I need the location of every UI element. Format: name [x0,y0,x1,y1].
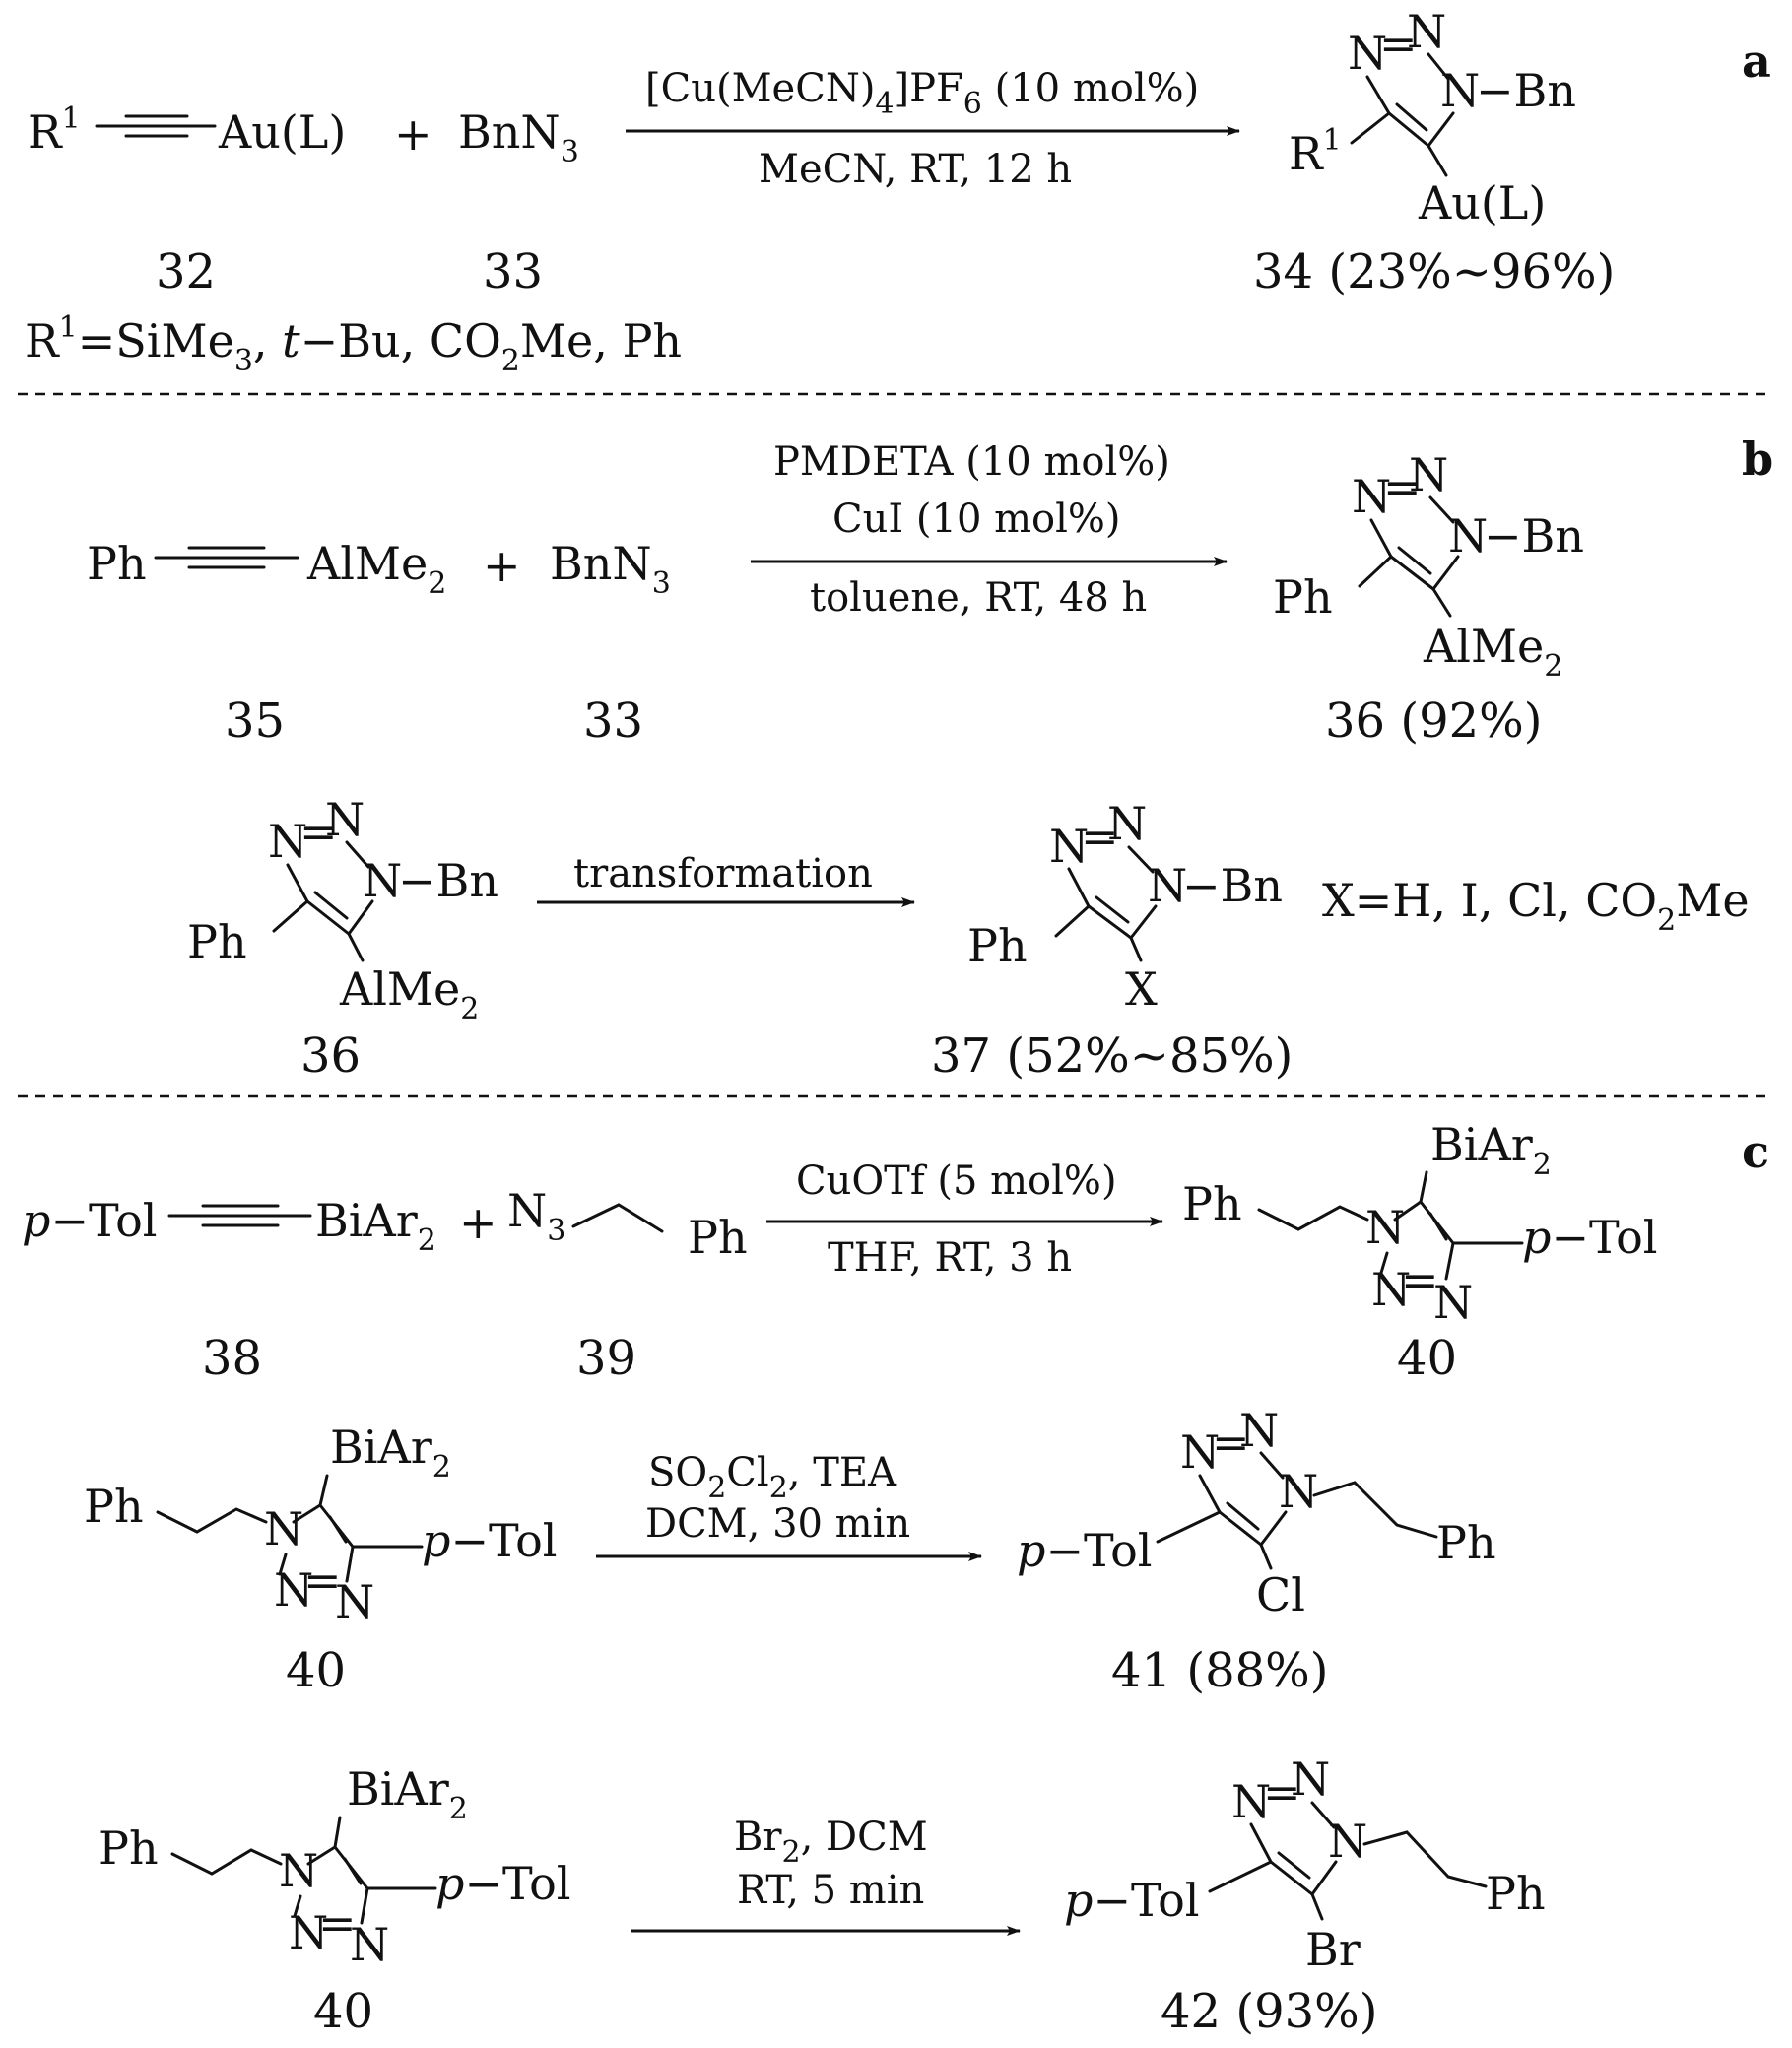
ring-bond [1391,557,1433,589]
ethylene-chain [573,1205,662,1231]
ring-double-bond [330,1517,346,1542]
p-tolyl-label: p−Tol [1064,1874,1200,1927]
condition-solvent: DCM, 30 min [645,1501,911,1547]
n3-atom: N [335,1575,375,1628]
n-benzyl-label: −Bn [1484,509,1584,562]
p-tolyl-label: p−Tol [1017,1524,1153,1577]
phenyl-label: Ph [688,1211,748,1264]
double-bond-sign: = [1263,1765,1301,1818]
substituent-bond [1433,589,1450,616]
n3-atom: N [1433,1276,1474,1329]
reaction-arrow-b [751,439,1227,621]
substituent-bond [349,934,363,960]
ring-bond [1089,906,1131,938]
ethylene-chain [1364,1832,1486,1886]
n2-atom: N [1291,1752,1331,1806]
phenyl-label: Ph [187,915,247,968]
compound-number-35: 35 [225,694,286,749]
diarylbismuth-label: BiAr$_2$ [347,1762,468,1826]
compound-number-32: 32 [156,244,217,299]
ring-bond [1312,1862,1336,1894]
substituent-bond [274,901,307,931]
n1-atom: N [1448,509,1489,562]
product-42 [1064,1752,1546,2039]
n3-atom: N [1231,1775,1272,1828]
double-bond-sign: = [303,1553,342,1607]
compound-number-34: 34 (23%~96%) [1253,244,1616,299]
condition-reagents: $Br_2$, DCM [734,1815,928,1870]
compound-number-40: 40 [313,1984,374,2039]
substituent-bond [1131,938,1141,960]
ring-bond [1131,906,1156,938]
ring-bond [1261,1512,1286,1545]
ethylene-chain [172,1850,281,1874]
gold-ligand-label: Au(L) [219,105,347,159]
ring-bond [288,865,307,901]
condition-transformation: transformation [573,851,873,896]
product-37 [931,797,1293,1084]
n1-atom: N [1328,1815,1368,1868]
ring-double-bond [1399,548,1430,573]
ring-bond [1251,1824,1271,1862]
ring-bond [1371,520,1391,557]
compound-number-38: 38 [202,1331,263,1386]
ring-double-bond [1096,897,1128,922]
gold-ligand-label: Au(L) [1419,176,1547,230]
phenyl-label: Ph [99,1821,159,1875]
ring-bond [1433,557,1458,589]
panel-c [22,1118,1769,2039]
compound-number-33: 33 [583,694,644,749]
plus-sign: + [394,107,432,161]
reaction-arrow-c3 [631,1815,1020,1931]
compound-number-42: 42 (93%) [1161,1984,1378,2039]
panel-label-c: c [1742,1125,1770,1178]
product-36 [1273,448,1584,749]
diarylbismuth-label: BiAr$_2$ [1430,1118,1552,1182]
reactant-32 [28,101,346,299]
n1-atom: N [264,1502,304,1555]
compound-number-40: 40 [1397,1331,1458,1386]
phenyl-label: Ph [1486,1867,1546,1920]
substituent-bond [1056,906,1089,936]
reactant-40 [84,1420,558,1698]
compound-number-41: 41 (88%) [1111,1643,1329,1698]
ring-bond [1446,1243,1453,1279]
reactant-35 [87,537,446,749]
p-tolyl-label: p−Tol [422,1514,558,1567]
dimethylaluminum-label: AlMe$_2$ [340,962,480,1026]
double-bond-sign: = [1383,460,1422,513]
ring-bond [1428,113,1453,146]
dimethylaluminum-label: AlMe$_2$ [1424,620,1563,684]
n2-atom: N [289,1906,329,1959]
r1-label: $R^1$ [1289,123,1342,180]
substituent-bond [1158,1512,1220,1542]
n2-atom: N [1107,797,1148,850]
reactant-38 [22,1194,436,1386]
phenyl-label: Ph [967,919,1028,972]
substituent-bond [1360,557,1391,586]
condition-time: RT, 5 min [737,1868,925,1913]
x-substituent-label: X [1125,962,1158,1016]
ring-double-bond [315,892,347,918]
ring-bond [1389,113,1428,146]
r1-definition: $R^1=SiMe_3$, t−Bu, $CO_2Me$, Ph [25,310,683,378]
phenyl-label: Ph [87,537,147,590]
ring-bond [1271,1862,1312,1894]
n-benzyl-label: −Bn [1476,64,1576,117]
n-benzyl-label: −Bn [398,854,498,907]
compound-number-39: 39 [576,1331,637,1386]
substituent-bond [1261,1545,1271,1568]
benzyl-azide-label: BnN$_3$ [550,537,671,601]
n2-atom: N [274,1563,314,1617]
substituent-bond [1428,146,1446,175]
reactant-36 [187,793,498,1084]
p-tolyl-label: p−Tol [435,1857,571,1910]
n2-atom: N [325,793,365,846]
product-41 [1017,1404,1496,1698]
benzyl-azide-label: BnN$_3$ [458,105,579,169]
phenyl-label: Ph [1182,1177,1242,1230]
substituent-bond [1421,1172,1427,1202]
n1-atom: N [1365,1201,1406,1254]
double-bond-sign: = [299,805,338,858]
ring-bond [1200,1476,1220,1512]
plus-sign: + [459,1196,498,1249]
compound-number-37: 37 (52%~85%) [931,1028,1294,1084]
reaction-arrow-b2 [537,851,914,902]
ring-double-bond [345,1859,361,1883]
azide-label: $N_3$ [507,1184,566,1248]
ethylene-chain [158,1509,266,1532]
double-bond-sign: = [1212,1416,1250,1469]
substituent-bond [1210,1862,1271,1891]
product-34 [1253,5,1615,299]
n3-atom: N [268,815,308,868]
panel-a [25,5,1771,378]
ring-bond [1220,1512,1261,1545]
condition-ligand: PMDETA (10 mol%) [773,439,1170,485]
ethylene-chain [1314,1483,1436,1537]
reaction-arrow-c [766,1158,1162,1281]
condition-catalyst: $[Cu(MeCN)_4]PF_6$ (10 mol%) [645,66,1200,121]
substituent-bond [1352,113,1389,143]
condition-solvent: toluene, RT, 48 h [810,575,1148,621]
substituent-bond [1312,1894,1322,1919]
phenyl-label: Ph [1436,1516,1496,1569]
double-bond-sign: = [1081,810,1119,863]
n1-atom: N [363,854,403,907]
double-bond-sign: = [1401,1253,1439,1306]
product-40 [1182,1118,1658,1386]
condition-solvent: THF, RT, 3 h [828,1235,1073,1281]
n2-atom: N [1409,448,1449,501]
p-tolyl-label: p−Tol [22,1194,158,1247]
n-benzyl-label: −Bn [1182,859,1283,912]
reaction-arrow-a [626,66,1239,192]
n2-atom: N [1239,1404,1280,1457]
condition-catalyst: CuI (10 mol%) [832,496,1121,542]
double-bond-sign: = [1379,17,1418,70]
diarylbismuth-label: BiAr$_2$ [315,1194,436,1258]
reactant-33 [458,105,579,299]
ring-bond [349,901,372,934]
ring-double-bond [1279,1853,1309,1878]
reaction-arrow-c2 [596,1450,981,1556]
compound-number-40: 40 [286,1643,347,1698]
n2-atom: N [1371,1263,1412,1316]
n3-atom: N [1348,27,1388,80]
n1-atom: N [1440,64,1481,117]
plus-sign: + [483,539,521,592]
ring-double-bond [1228,1503,1258,1529]
n3-atom: N [1049,820,1090,873]
panel-label-b: b [1742,432,1774,486]
ethylene-chain [1259,1207,1367,1229]
n1-atom: N [1148,859,1188,912]
substituent-bond [320,1476,327,1505]
dimethylaluminum-label: AlMe$_2$ [307,537,447,601]
bromo-label: Br [1305,1923,1361,1976]
reactant-40b [99,1762,571,2039]
x-definition: X=H, I, Cl, $CO_2Me$ [1322,874,1750,938]
chloro-label: Cl [1256,1568,1305,1621]
panel-label-a: a [1742,34,1771,88]
p-tolyl-label: p−Tol [1522,1211,1658,1264]
ring-double-bond [1397,104,1427,130]
condition-catalyst: CuOTf (5 mol%) [796,1158,1117,1204]
ring-bond [1069,869,1089,906]
phenyl-label: Ph [1273,570,1333,624]
panel-b [87,432,1773,1084]
double-bond-sign: = [318,1896,357,1949]
n2-atom: N [1407,5,1447,58]
ring-double-bond [1430,1214,1446,1239]
n3-atom: N [1352,470,1392,523]
r1-label: $R^1$ [28,101,81,159]
compound-number-36: 36 [300,1028,362,1084]
reactant-39 [507,1184,748,1386]
condition-solvent: MeCN, RT, 12 h [759,147,1073,192]
compound-number-36: 36 (92%) [1325,694,1543,749]
diarylbismuth-label: BiAr$_2$ [330,1420,451,1485]
condition-reagents: $SO_2Cl_2$, TEA [648,1450,896,1505]
reactant-33b [550,537,671,749]
phenyl-label: Ph [84,1480,144,1533]
ring-bond [1367,77,1389,113]
n3-atom: N [350,1918,390,1971]
n3-atom: N [1180,1425,1221,1479]
ring-bond [307,901,349,934]
compound-number-33: 33 [483,244,544,299]
n1-atom: N [1279,1465,1319,1518]
substituent-bond [335,1817,340,1847]
n1-atom: N [279,1844,319,1897]
